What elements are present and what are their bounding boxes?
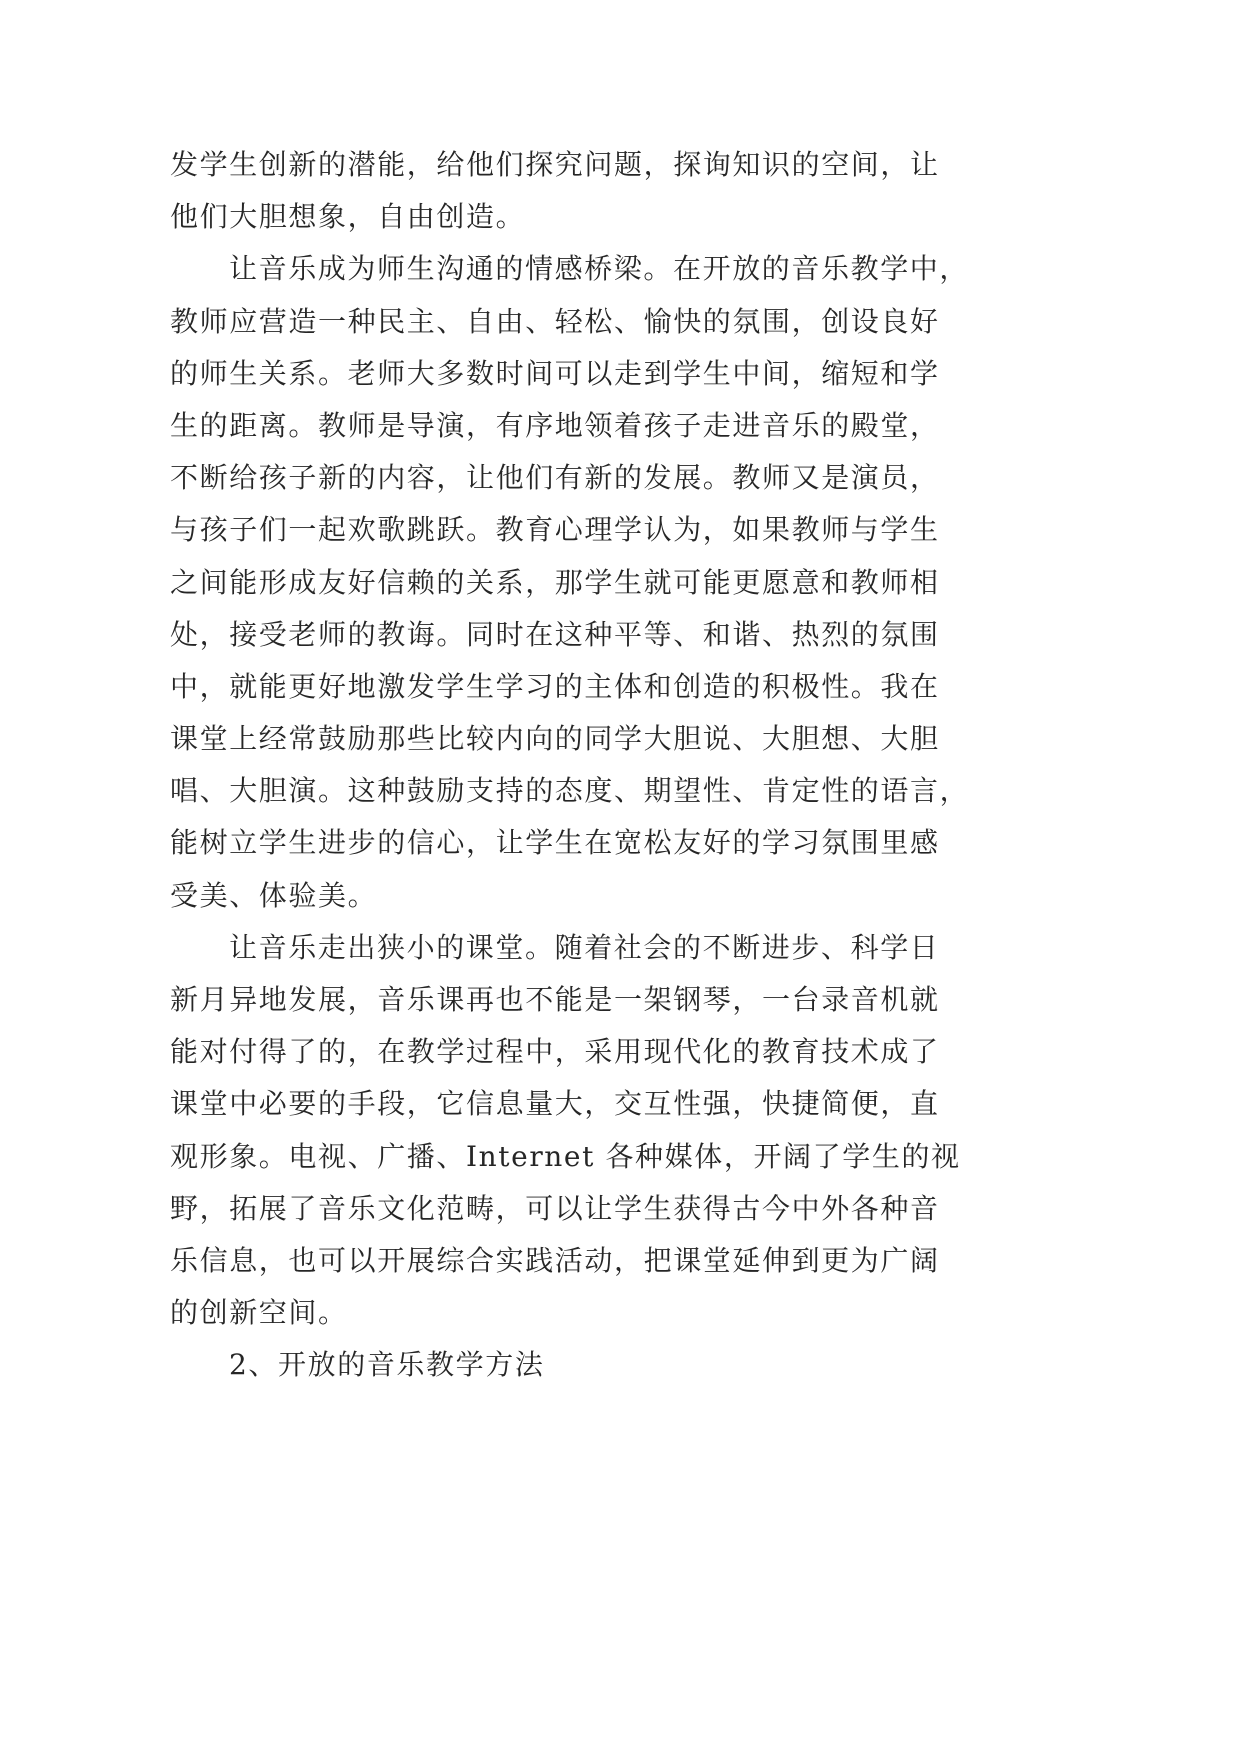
- text-line: 中，就能更好地激发学生学习的主体和创造的积极性。我在: [170, 669, 940, 703]
- text-line: 之间能形成友好信赖的关系，那学生就可能更愿意和教师相: [170, 565, 940, 599]
- text-line: 让音乐成为师生沟通的情感桥梁。在开放的音乐教学中，: [229, 252, 970, 286]
- paragraph-beyond-classroom: [170, 922, 1070, 1340]
- text-line: 让音乐走出狭小的课堂。随着社会的不断进步、科学日: [229, 930, 940, 964]
- section-heading: 2、开放的音乐教学方法: [229, 1348, 545, 1382]
- text-line: 教师应营造一种民主、自由、轻松、愉快的氛围，创设良好: [170, 304, 940, 338]
- text-line: 的创新空间。: [170, 1296, 348, 1330]
- section-heading-block: [170, 1339, 1070, 1391]
- text-line: 课堂上经常鼓励那些比较内向的同学大胆说、大胆想、大胆: [170, 722, 940, 756]
- text-line: 不断给孩子新的内容，让他们有新的发展。教师又是演员，: [170, 461, 940, 495]
- text-line: 生的距离。教师是导演，有序地领着孩子走进音乐的殿堂，: [170, 408, 940, 442]
- text-line: 观形象。电视、广播、Internet 各种媒体，开阔了学生的视: [170, 1139, 961, 1173]
- text-line: 受美、体验美。: [170, 878, 378, 912]
- text-line: 唱、大胆演。这种鼓励支持的态度、期望性、肯定性的语言，: [170, 774, 970, 808]
- text-line: 他们大胆想象，自由创造。: [170, 200, 526, 234]
- paragraph-continuation: [170, 139, 1070, 243]
- text-line: 处，接受老师的教诲。同时在这种平等、和谐、热烈的氛围: [170, 617, 940, 651]
- paragraph-emotional-bridge: [170, 243, 1070, 921]
- text-line: 发学生创新的潜能，给他们探究问题，探询知识的空间，让: [170, 148, 940, 181]
- text-line: 的师生关系。老师大多数时间可以走到学生中间，缩短和学: [170, 356, 940, 390]
- text-line: 野，拓展了音乐文化范畴，可以让学生获得古今中外各种音: [170, 1191, 940, 1225]
- text-line: 与孩子们一起欢歌跳跃。教育心理学认为，如果教师与学生: [170, 513, 940, 547]
- text-line: 能对付得了的，在教学过程中，采用现代化的教育技术成了: [170, 1035, 940, 1069]
- text-line: 课堂中必要的手段，它信息量大，交互性强，快捷简便，直: [170, 1087, 940, 1121]
- text-line: 能树立学生进步的信心，让学生在宽松友好的学习氛围里感: [170, 826, 940, 860]
- text-line: 新月异地发展，音乐课再也不能是一架钢琴，一台录音机就: [170, 983, 940, 1016]
- document-body: [170, 139, 1070, 1392]
- text-line: 乐信息，也可以开展综合实践活动，把课堂延伸到更为广阔: [170, 1243, 940, 1277]
